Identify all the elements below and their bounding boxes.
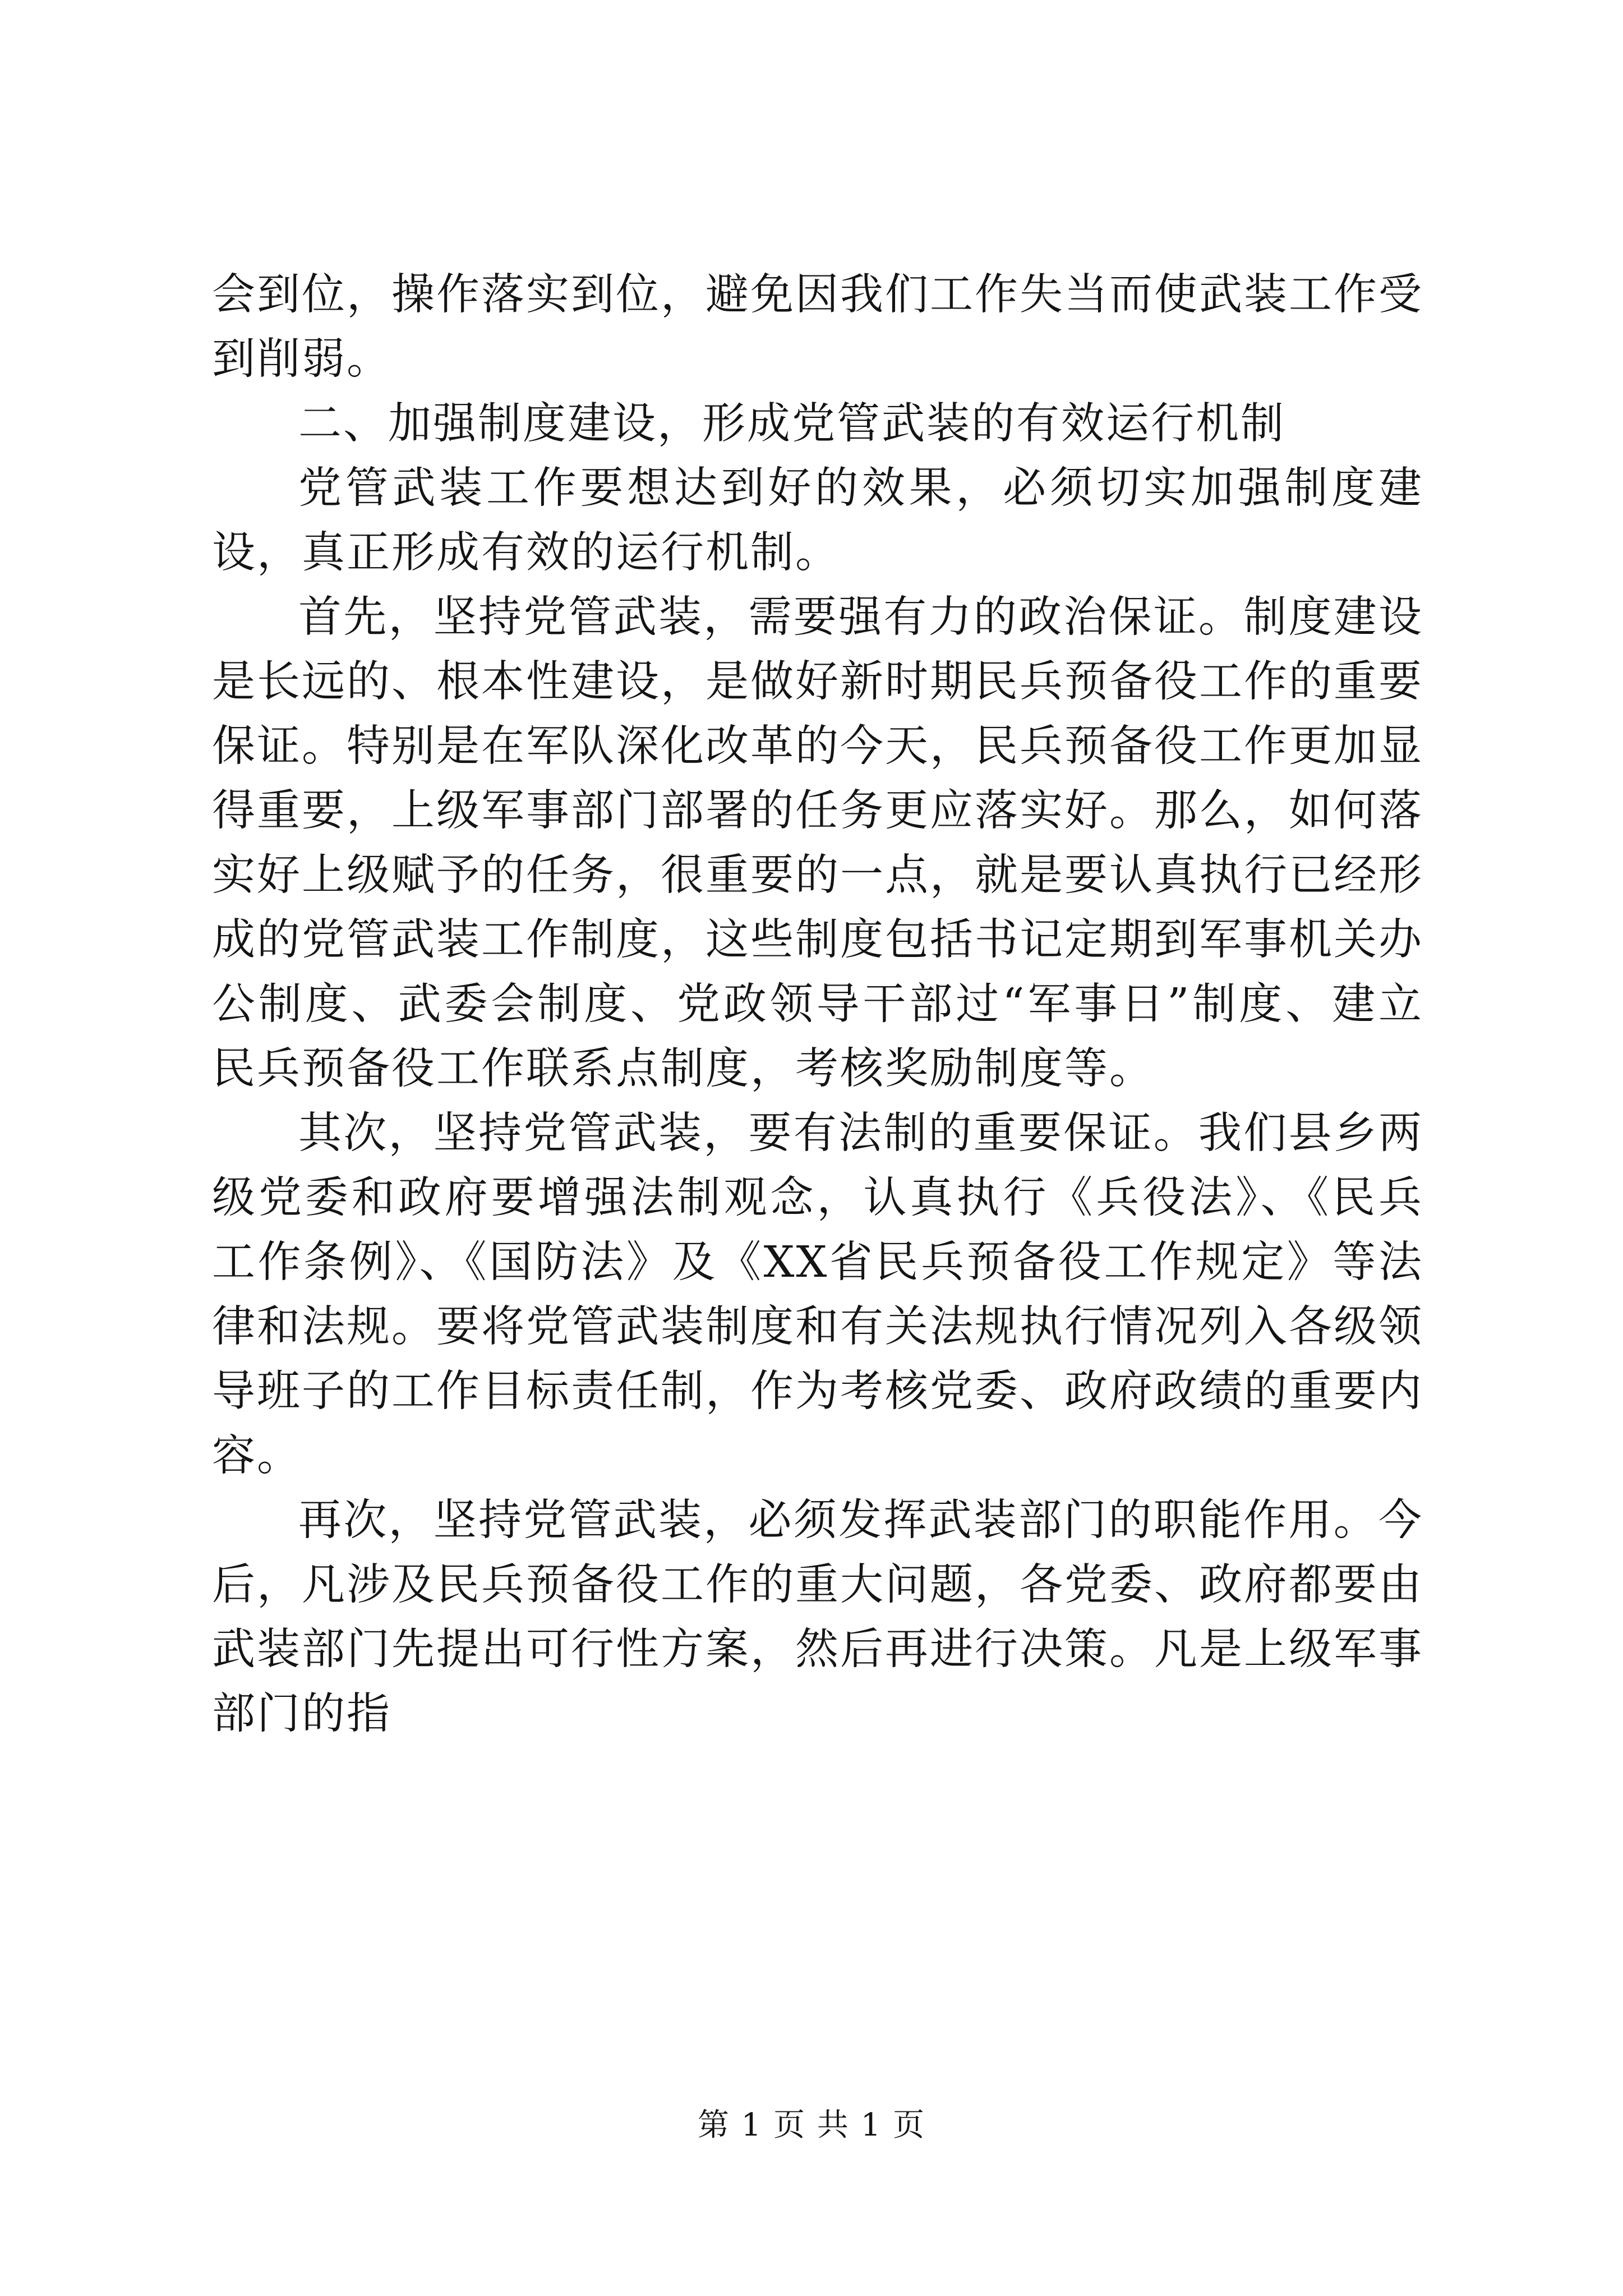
section-heading: 二、加强制度建设，形成党管武装的有效运行机制: [298, 399, 1285, 449]
paragraph-intro: 党管武装工作要想达到好的效果，必须切实加强制度建设，真正形成有效的运行机制。: [212, 463, 1423, 578]
paragraph-first: 首先，坚持党管武装，需要强有力的政治保证。制度建设是长远的、根本性建设，是做好新时期民兵预备役工作的重要保证。特别是在军队深化改革的今天，民兵预备役工作更加显得重要，上级军事部门部署的任务更应落实好。那么，如何落实好上级赋予的任务，很重要的一点，就是要认真执行已经形成的党管武装工作制度，这些制度包括书记定期到军事机关办公制度、武委会制度、党政领导干部过“军事日”制度、建立民兵预备役工作联系点制度，考核奖励制度等。: [212, 592, 1423, 1094]
paragraph-third: 再次，坚持党管武装，必须发挥武装部门的职能作用。今后，凡涉及民兵预备役工作的重大问题，各党委、政府都要由武装部门先提出可行性方案，然后再进行决策。凡是上级军事部门的指: [212, 1496, 1423, 1739]
paragraph-second: 其次，坚持党管武装，要有法制的重要保证。我们县乡两级党委和政府要增强法制观念，认真执行《兵役法》、《民兵工作条例》、《国防法》及《XX省民兵预备役工作规定》等法律和法规。要将党管武装制度和有关法规执行情况列入各级领导班子的工作目标责任制，作为考核党委、政府政绩的重要内容。: [212, 1108, 1423, 1481]
page-number-footer: 第 1 页 共 1 页: [697, 2107, 926, 2143]
paragraph-continuation: 会到位，操作落实到位，避免因我们工作失当而使武装工作受到削弱。: [212, 270, 1423, 384]
document-body: [212, 263, 1423, 1746]
